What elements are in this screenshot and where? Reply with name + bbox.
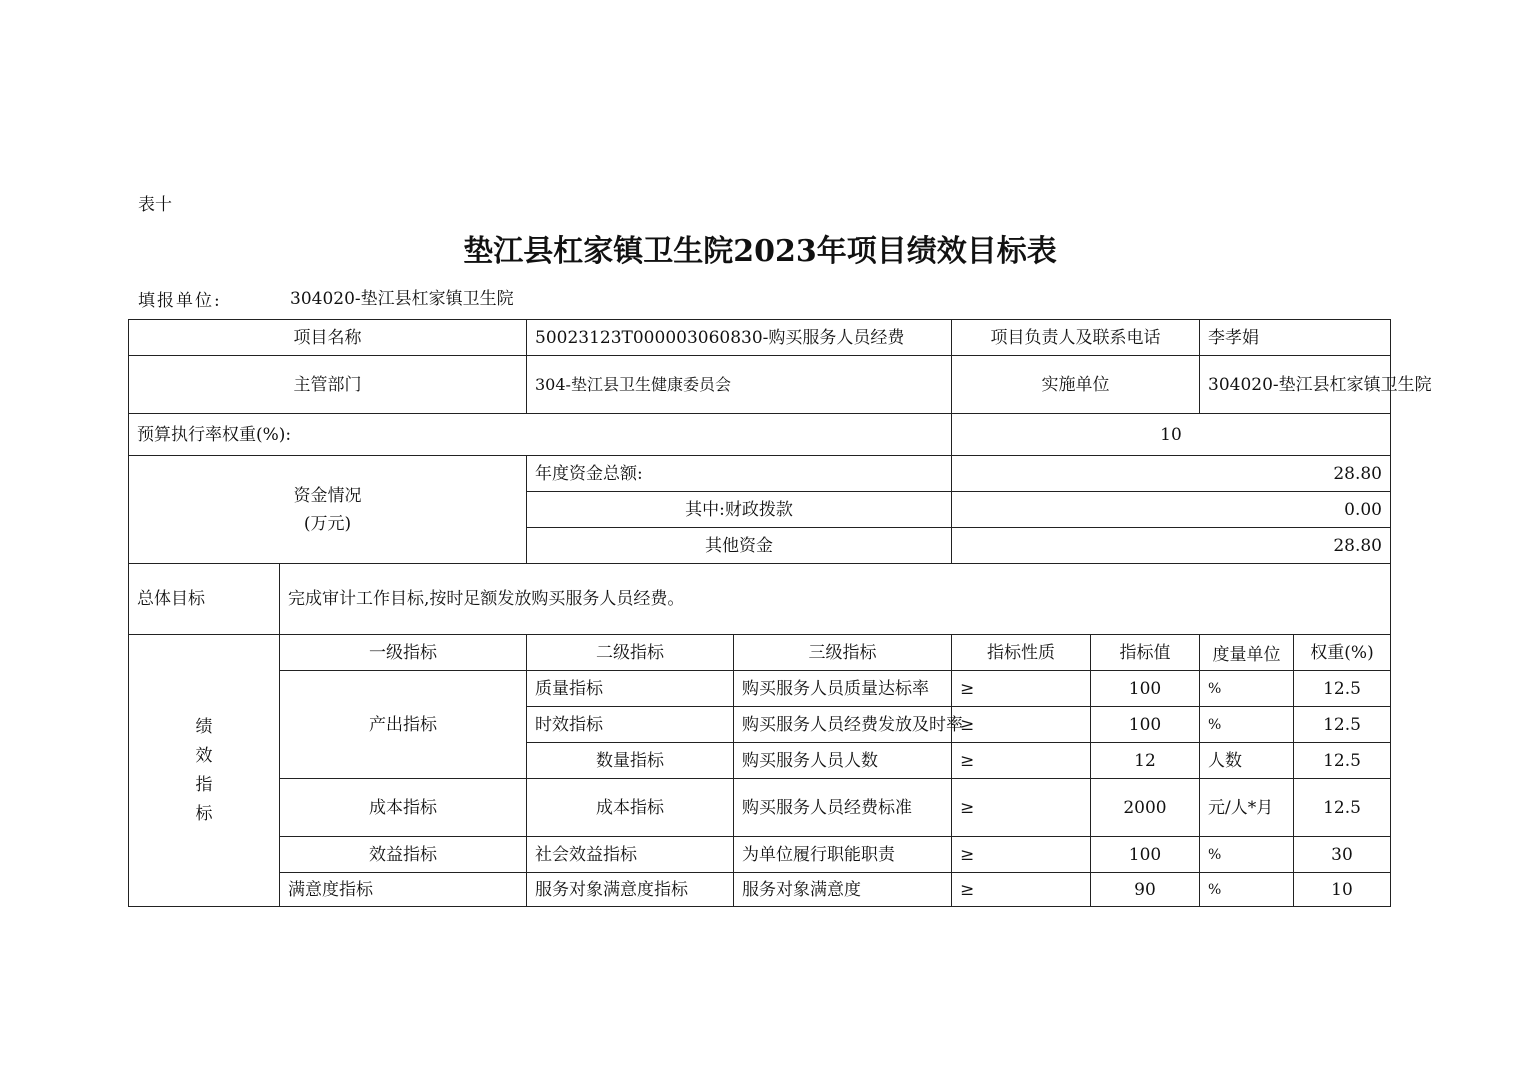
unit-cell: 人数: [1200, 743, 1294, 779]
level1-output: 产出指标: [280, 671, 527, 779]
level3-cell: 购买服务人员经费标准: [734, 779, 952, 837]
level3-cell: 为单位履行职能职责: [734, 837, 952, 873]
unit-cell: %: [1200, 873, 1294, 907]
level1-satisfaction: 满意度指标: [280, 873, 527, 907]
level2-cell: 服务对象满意度指标: [527, 873, 734, 907]
document-title: 垫江县杠家镇卫生院2023年项目绩效目标表: [463, 234, 1057, 269]
nature-cell: ≥: [952, 779, 1091, 837]
weight-cell: 12.5: [1294, 779, 1391, 837]
level2-cell: 数量指标: [527, 743, 734, 779]
level2-cell: 社会效益指标: [527, 837, 734, 873]
unit-cell: 元/人*月: [1200, 779, 1294, 837]
funds-label: [129, 456, 527, 564]
level2-cell: 时效指标: [527, 707, 734, 743]
funds-fiscal-value: 0.00: [952, 492, 1391, 528]
side-char: 绩: [195, 716, 213, 737]
nature-cell: ≥: [952, 707, 1091, 743]
level3-cell: 服务对象满意度: [734, 873, 952, 907]
weight-cell: 12.5: [1294, 743, 1391, 779]
department-row: [129, 356, 1391, 414]
project-name-row: [129, 320, 1391, 356]
funds-other-value: 28.80: [952, 528, 1391, 564]
level3-cell: 购买服务人员质量达标率: [734, 671, 952, 707]
level2-cell: 质量指标: [527, 671, 734, 707]
budget-rate-value: 10: [952, 414, 1391, 456]
project-name-value: 50023123T000003060830-购买服务人员经费: [527, 320, 952, 356]
indicator-row: [129, 671, 1391, 707]
department-label: 主管部门: [129, 356, 527, 414]
implementing-unit-value: 304020-垫江县杠家镇卫生院: [1200, 356, 1391, 414]
side-char: 指: [195, 774, 213, 795]
reporting-unit-value: 304020-垫江县杠家镇卫生院: [290, 289, 514, 309]
weight-cell: 10: [1294, 873, 1391, 907]
nature-cell: ≥: [952, 873, 1091, 907]
funds-other-label: 其他资金: [527, 528, 952, 564]
header-level2: 二级指标: [527, 635, 734, 671]
project-leader-label: 项目负责人及联系电话: [952, 320, 1200, 356]
nature-cell: ≥: [952, 671, 1091, 707]
implementing-unit-label: 实施单位: [952, 356, 1200, 414]
level1-benefit: 效益指标: [280, 837, 527, 873]
unit-cell: %: [1200, 707, 1294, 743]
indicator-header-row: [129, 635, 1391, 671]
funds-total-row: [129, 456, 1391, 492]
header-level3: 三级指标: [734, 635, 952, 671]
unit-cell: %: [1200, 837, 1294, 873]
funds-label-line2: (万元): [303, 513, 352, 534]
header-weight: 权重(%): [1294, 635, 1391, 671]
level3-cell: 购买服务人员人数: [734, 743, 952, 779]
level2-cell: 成本指标: [527, 779, 734, 837]
header-level1: 一级指标: [280, 635, 527, 671]
value-cell: 2000: [1091, 779, 1200, 837]
overall-goal-text: 完成审计工作目标,按时足额发放购买服务人员经费。: [280, 564, 1391, 635]
nature-cell: ≥: [952, 837, 1091, 873]
header-value: 指标值: [1091, 635, 1200, 671]
department-value: 304-垫江县卫生健康委员会: [527, 356, 952, 414]
budget-rate-row: [129, 414, 1391, 456]
project-name-label: 项目名称: [129, 320, 527, 356]
value-cell: 100: [1091, 671, 1200, 707]
overall-goal-label: 总体目标: [129, 564, 280, 635]
funds-fiscal-label: 其中:财政拨款: [527, 492, 952, 528]
weight-cell: 12.5: [1294, 671, 1391, 707]
indicator-side-label: [129, 635, 280, 907]
budget-rate-label: 预算执行率权重(%):: [129, 414, 952, 456]
weight-cell: 30: [1294, 837, 1391, 873]
value-cell: 100: [1091, 707, 1200, 743]
indicator-row: [129, 837, 1391, 873]
indicator-row: [129, 873, 1391, 907]
reporting-unit-label: 填报单位:: [138, 291, 222, 311]
level1-cost: 成本指标: [280, 779, 527, 837]
weight-cell: 12.5: [1294, 707, 1391, 743]
table-label: 表十: [138, 195, 172, 215]
value-cell: 12: [1091, 743, 1200, 779]
header-unit: 度量单位: [1200, 635, 1294, 671]
funds-total-label: 年度资金总额:: [527, 456, 952, 492]
performance-target-table: [128, 319, 1432, 907]
side-char: 效: [195, 745, 213, 766]
value-cell: 90: [1091, 873, 1200, 907]
unit-cell: %: [1200, 671, 1294, 707]
value-cell: 100: [1091, 837, 1200, 873]
level3-cell: 购买服务人员经费发放及时率: [734, 707, 952, 743]
indicator-row: [129, 779, 1391, 837]
project-leader-value: 李孝娟: [1200, 320, 1391, 356]
overall-goal-row: [129, 564, 1391, 635]
funds-label-line1: 资金情况: [293, 485, 362, 506]
nature-cell: ≥: [952, 743, 1091, 779]
header-nature: 指标性质: [952, 635, 1091, 671]
side-char: 标: [195, 803, 213, 824]
funds-total-value: 28.80: [952, 456, 1391, 492]
